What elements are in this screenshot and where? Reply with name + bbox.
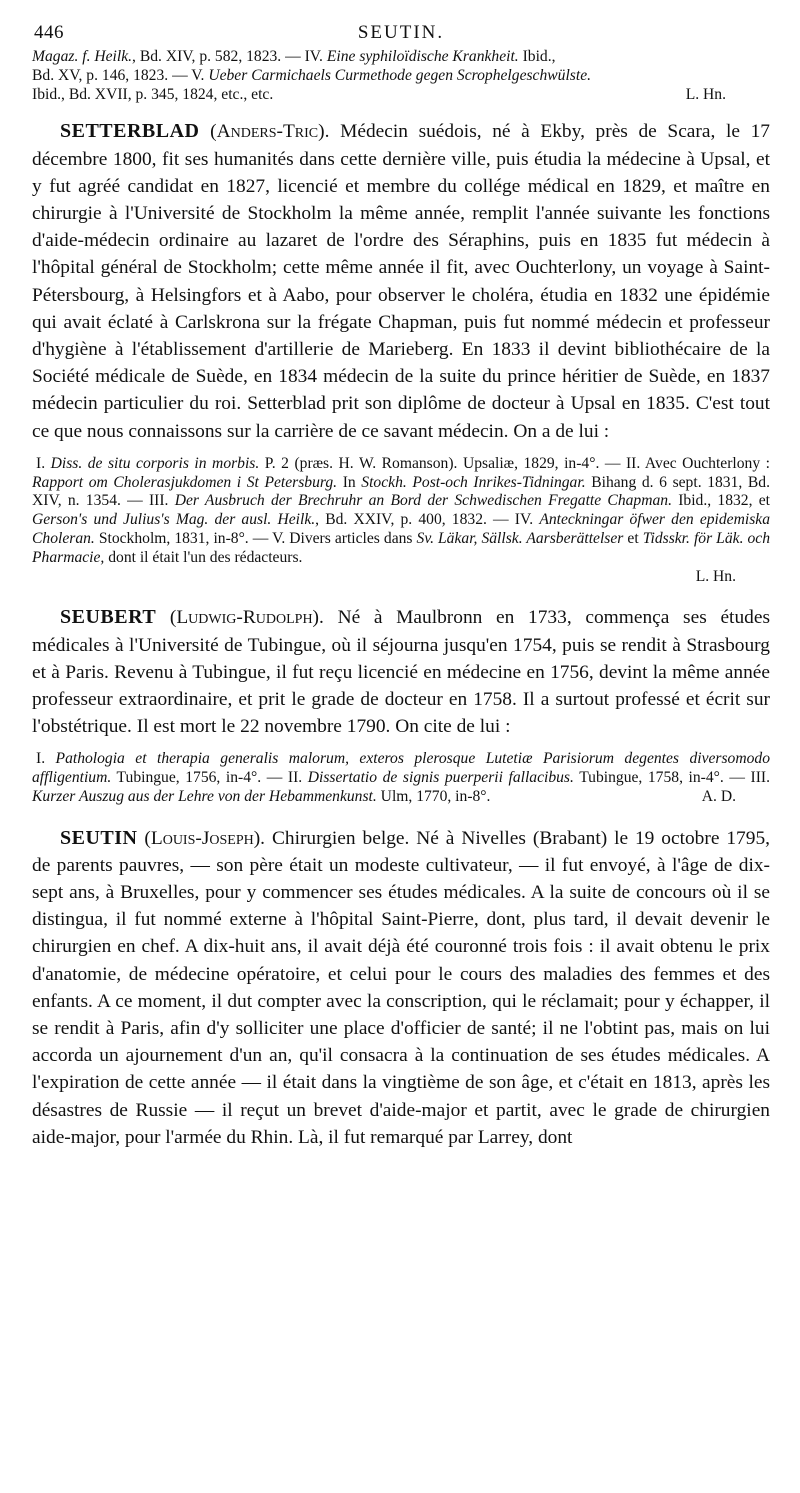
work-title: Anteckningar öfwer den epidemiska Choleran. [32,511,770,548]
work-title: Stockh. Post-och Inrikes-Tidningar. [361,473,586,491]
entry-text: Médecin suédois, né à Ekby, près de Scara, le 17 décembre 1800, fit ses humanités dans cette dernière ville, puis étudia la médecine à Upsal, et y fut agréé candidat en 1827, licencié et membre du collége médical en 1829, et maître en chirurgie à l'Université de Stockholm la même année, remplit l'année suivante les fonctions d'aide-médecin ordinaire au lazaret de l'ordre des Séraphins, puis en 1835 fut médecin à l'hôpital général de Stockholm; cette même année il fit, avec Ouchterlony, un voyage à Saint-Pétersbourg, à Helsingfors et à Aabo, pour observer le choléra, étudia en 1832 une épidémie qui avait éclaté à Carlskrona sur la frégate Chapman, puis fut nommé médecin et professeur d'hygiène à l'établissement d'artillerie de Marieberg. En 1833 il devint bibliothécaire de la Société médicale de Suède, en 1834 médecin de la suite du prince héritier de Suède, en 1837 médecin particulier du roi. Setterblad prit son diplôme de docteur à Upsal en 1835. C'est tout ce que nous connaissons sur la carrière de ce savant médecin. On a de lui : [32,121,770,442]
citation-text: Ibid., Bd. XVII, p. 345, 1824, etc., etc. [32,85,274,103]
prev-entry-line-3 [32,86,770,105]
page-header [32,22,770,48]
work-title: Rapport om Cholerasjukdomen i St Petersburg. [32,473,338,491]
setterblad-works [32,455,770,568]
work-citation: Stockholm, 1831, in-8°. — V. Divers articles dans [94,530,417,548]
work-title: Gerson's und Julius's Mag. der ausl. Heilk. [32,511,316,529]
citation-italic: Eine syphiloïdische Krankheit. [326,48,519,65]
work-citation: et [623,530,643,548]
page [32,22,770,1151]
work-citation: Ulm, 1770, in-8°. [376,788,491,806]
entry-headword: SETTERBLAD [60,120,200,143]
entry-text: Chirurgien belge. Né à Nivelles (Brabant) le 19 octobre 1795, de parents pauvres, — son père était un modeste cultivateur, — il fut envoyé, à l'âge de dix-sept ans, à Bruxelles, pour y commencer ses études médicales. A la suite de concours où il se distingua, il fut nommé externe à l'hôpital Saint-Pierre, dont, plus tard, il devait devenir le chirurgien en chef. A dix-huit ans, il avait déjà été couronné trois fois : il avait obtenu le prix d'anatomie, de médecine opératoire, et celui pour le cours des maladies des femmes et des enfants. A ce moment, il dut compter avec la conscription, qui le réclamait; pour y échapper, il se rendit à Paris, afin d'y solliciter une place d'officier de santé; il ne l'obtint pas, mais on lui accorda un ajournement d'un an, qu'il consacra à la continuation de ses études médicales. A l'expiration de cette année — il était dans la vingtième de son âge, et c'était en 1813, après les désastres de Russie — il reçut un brevet d'aide-major et partit, avec le grade de chirurgien aide-major, pour l'armée du Rhin. Là, il fut remarqué par Larrey, dont [32,827,770,1148]
work-title: Kurzer Auszug aus der Lehre von der Hebammenkunst. [32,788,377,806]
work-citation: I. [36,750,56,768]
work-citation: dont il était l'un des rédacteurs. [104,548,303,566]
citation-text: , Bd. XIV, p. 582, 1823. — IV. [132,48,327,65]
prev-entry-bibliography [32,48,770,104]
work-citation: Bihang d. 6 sept. 1831, Bd. XIV, n. 1354. — III. [32,473,770,510]
work-citation: In [337,473,362,491]
work-title: Diss. de situ corporis in morbis. [50,454,260,472]
work-title: Der Ausbruch der Brechruhr an Bord der Schwedischen Fregatte Chapman. [174,492,672,510]
entry-forename: (Ludwig-Rudolph). [169,607,324,629]
entry-forename: (Anders-Tric). [210,121,330,143]
running-title: SEUTIN. [357,22,445,43]
work-title: Dissertatio de signis puerperii fallacibus. [307,769,574,787]
work-citation: Tubingue, 1756, in-4°. — II. [111,769,308,787]
author-signature: L. Hn. [695,567,736,585]
citation-text: Ibid., [518,48,556,65]
entry-headword: SEUBERT [60,606,157,629]
entry-text: Né à Maulbronn en 1733, commença ses études médicales à l'Université de Tubingue, où il séjourna jusqu'en 1754, puis se rendit à Strasbourg et à Paris. Revenu à Tubingue, il fut reçu licencié en médecine en 1756, devint la même année professeur extraordinaire, et prit le grade de docteur en 1758. Il a surtout professé et écrit sur l'obstétrique. Il est mort le 22 novembre 1790. On cite de lui : [32,607,770,738]
citation-italic: Magaz. f. Heilk. [32,48,133,65]
work-title: Tidsskr. för Läk. och Pharmacie, [32,530,771,566]
work-citation: Ibid., 1832, et [671,492,770,510]
prev-entry-line-2 [32,67,770,86]
work-citation: P. 2 (præs. H. W. Romanson). Upsaliæ, 1829, in-4°. — II. Avec Ouchterlony : [259,454,770,472]
author-signature: L. Hn. [685,85,726,103]
entry-headword: SEUTIN [60,826,138,849]
prev-entry-line-1 [32,48,770,67]
entry-setterblad [32,118,770,444]
page-number: 446 [34,22,64,43]
entry-seutin [32,825,770,1151]
work-citation: Tubingue, 1758, in-4°. — III. [573,769,770,787]
work-title: Pathologia et therapia generalis malorum, exteros plerosque Lutetiæ Parisiorum degentes diversomodo affligentium. [32,750,770,787]
citation-text: Bd. XV, p. 146, 1823. — V. [32,66,209,84]
entry-seubert [32,604,770,740]
entry-forename: (Louis-Joseph). [144,827,266,849]
work-title: Sv. Läkar, Sällsk. Aarsberättelser [416,530,624,548]
work-citation: , Bd. XXIV, p. 400, 1832. — IV. [315,511,540,529]
author-signature: A. D. [701,787,736,805]
citation-italic: Ueber Carmichaels Curmethode gegen Scrophelgeschwülste. [208,66,592,84]
work-citation: I. [36,454,51,472]
